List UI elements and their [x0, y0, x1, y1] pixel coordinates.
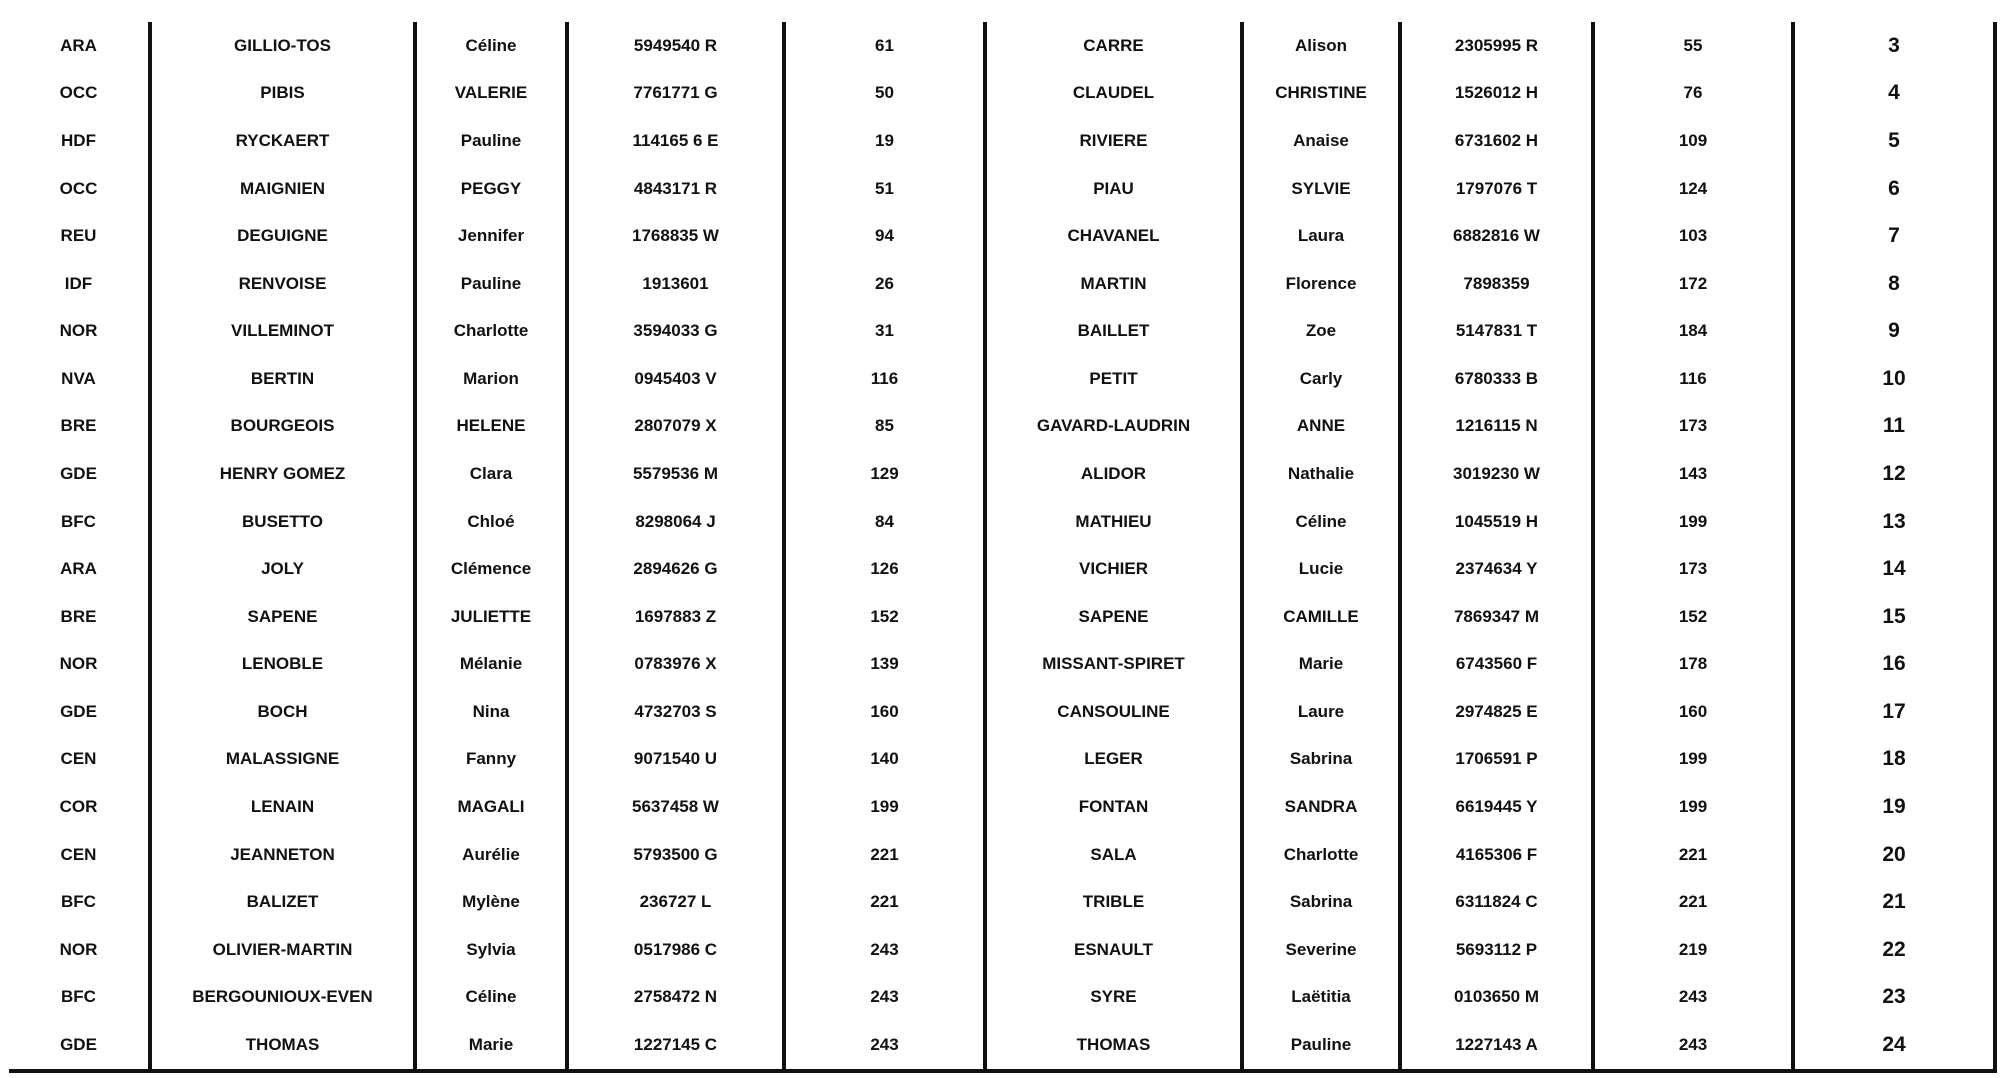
region-cell: OCC [59, 83, 98, 103]
player-b-lastname-cell: SALA [985, 831, 1242, 879]
player-b-firstname-cell: Florence [1242, 260, 1400, 308]
rank-cell: 15 [1793, 593, 1995, 641]
player-a-score-cell: 243 [784, 1021, 985, 1071]
player-a-firstname-cell: Charlotte [415, 307, 567, 355]
player-b-license-cell: 2305995 R [1400, 22, 1593, 70]
player-b-firstname-cell: Sabrina [1242, 736, 1400, 784]
results-table-body [9, 22, 1995, 1071]
player-a-score-cell: 221 [784, 878, 985, 926]
player-a-license-cell: 114165 6 E [567, 117, 784, 165]
player-b-score-cell: 55 [1593, 22, 1793, 70]
player-a-lastname-cell: OLIVIER-MARTIN [150, 926, 415, 974]
player-a-license-cell: 0945403 V [567, 355, 784, 403]
player-b-score-cell: 173 [1593, 403, 1793, 451]
player-a-lastname-cell: JEANNETON [150, 831, 415, 879]
player-b-lastname-cell: SAPENE [985, 593, 1242, 641]
player-b-lastname-cell: BAILLET [985, 307, 1242, 355]
player-b-firstname-cell: SANDRA [1242, 783, 1400, 831]
player-a-lastname-cell: BOCH [150, 688, 415, 736]
player-b-lastname-cell: LEGER [985, 736, 1242, 784]
player-b-firstname-cell: ANNE [1242, 403, 1400, 451]
player-a-lastname-cell: BALIZET [150, 878, 415, 926]
player-a-score-cell: 129 [784, 450, 985, 498]
table-row [9, 450, 1995, 498]
player-a-score-cell: 152 [784, 593, 985, 641]
player-a-firstname-cell: Marie [415, 1021, 567, 1071]
player-a-firstname-cell: Mélanie [415, 641, 567, 689]
results-sheet [9, 22, 1995, 1069]
player-b-license-cell: 5693112 P [1400, 926, 1593, 974]
player-b-lastname-cell: SYRE [985, 974, 1242, 1022]
player-a-score-cell: 51 [784, 165, 985, 213]
player-a-firstname-cell: Sylvia [415, 926, 567, 974]
player-b-firstname-cell: Laure [1242, 688, 1400, 736]
player-b-score-cell: 173 [1593, 545, 1793, 593]
player-b-firstname-cell: CAMILLE [1242, 593, 1400, 641]
rank-cell: 23 [1793, 974, 1995, 1022]
player-b-license-cell: 7898359 [1400, 260, 1593, 308]
player-b-license-cell: 7869347 M [1400, 593, 1593, 641]
player-b-license-cell: 6780333 B [1400, 355, 1593, 403]
player-b-license-cell: 6731602 H [1400, 117, 1593, 165]
player-b-score-cell: 152 [1593, 593, 1793, 641]
player-b-score-cell: 184 [1593, 307, 1793, 355]
player-a-score-cell: 160 [784, 688, 985, 736]
player-a-lastname-cell: BOURGEOIS [150, 403, 415, 451]
player-b-lastname-cell: CARRE [985, 22, 1242, 70]
player-b-license-cell: 6311824 C [1400, 878, 1593, 926]
player-b-lastname-cell: CLAUDEL [985, 70, 1242, 118]
player-a-lastname-cell: SAPENE [150, 593, 415, 641]
player-b-license-cell: 4165306 F [1400, 831, 1593, 879]
player-a-lastname-cell: HENRY GOMEZ [150, 450, 415, 498]
player-a-score-cell: 126 [784, 545, 985, 593]
player-b-firstname-cell: Zoe [1242, 307, 1400, 355]
player-b-lastname-cell: FONTAN [985, 783, 1242, 831]
player-b-license-cell: 1227143 A [1400, 1021, 1593, 1071]
rank-cell: 4 [1793, 70, 1995, 118]
rank-cell: 11 [1793, 403, 1995, 451]
rank-cell: 6 [1793, 165, 1995, 213]
player-b-lastname-cell: RIVIERE [985, 117, 1242, 165]
player-a-lastname-cell: RYCKAERT [150, 117, 415, 165]
player-a-lastname-cell: BERGOUNIOUX-EVEN [150, 974, 415, 1022]
table-row [9, 736, 1995, 784]
region-cell: BFC [61, 892, 96, 912]
player-b-score-cell: 116 [1593, 355, 1793, 403]
player-b-license-cell: 3019230 W [1400, 450, 1593, 498]
player-b-license-cell: 2974825 E [1400, 688, 1593, 736]
region-cell: HDF [61, 130, 96, 150]
player-a-score-cell: 199 [784, 783, 985, 831]
player-a-score-cell: 221 [784, 831, 985, 879]
region-cell: BFC [61, 987, 96, 1007]
player-b-firstname-cell: Charlotte [1242, 831, 1400, 879]
table-row [9, 22, 1995, 70]
player-a-license-cell: 1697883 Z [567, 593, 784, 641]
table-row [9, 307, 1995, 355]
table-row [9, 355, 1995, 403]
table-row [9, 165, 1995, 213]
player-a-lastname-cell: BERTIN [150, 355, 415, 403]
player-b-score-cell: 76 [1593, 70, 1793, 118]
region-cell: NOR [59, 321, 98, 341]
player-b-lastname-cell: VICHIER [985, 545, 1242, 593]
region-cell: CEN [60, 844, 97, 864]
region-cell: ARA [60, 559, 97, 579]
rank-cell: 7 [1793, 212, 1995, 260]
player-a-lastname-cell: GILLIO-TOS [150, 22, 415, 70]
player-b-score-cell: 160 [1593, 688, 1793, 736]
table-row [9, 70, 1995, 118]
player-a-score-cell: 94 [784, 212, 985, 260]
region-cell: CEN [60, 749, 97, 769]
rank-cell: 14 [1793, 545, 1995, 593]
player-a-license-cell: 2807079 X [567, 403, 784, 451]
player-a-license-cell: 2894626 G [567, 545, 784, 593]
player-a-license-cell: 5949540 R [567, 22, 784, 70]
player-a-firstname-cell: Clara [415, 450, 567, 498]
player-a-firstname-cell: Pauline [415, 117, 567, 165]
player-a-lastname-cell: DEGUIGNE [150, 212, 415, 260]
player-a-firstname-cell: Céline [415, 22, 567, 70]
player-a-license-cell: 0783976 X [567, 641, 784, 689]
player-a-firstname-cell: MAGALI [415, 783, 567, 831]
player-b-license-cell: 2374634 Y [1400, 545, 1593, 593]
player-b-score-cell: 199 [1593, 783, 1793, 831]
player-a-license-cell: 2758472 N [567, 974, 784, 1022]
rank-cell: 13 [1793, 498, 1995, 546]
results-table [9, 22, 1997, 1073]
table-row [9, 403, 1995, 451]
table-row [9, 498, 1995, 546]
region-cell: GDE [60, 463, 97, 483]
table-row [9, 641, 1995, 689]
region-cell: GDE [9, 1021, 150, 1071]
player-a-score-cell: 85 [784, 403, 985, 451]
player-a-firstname-cell: VALERIE [415, 70, 567, 118]
table-row [9, 260, 1995, 308]
player-b-license-cell: 1706591 P [1400, 736, 1593, 784]
player-b-firstname-cell: SYLVIE [1242, 165, 1400, 213]
player-a-score-cell: 31 [784, 307, 985, 355]
region-cell: REU [60, 226, 97, 246]
player-a-license-cell: 9071540 U [567, 736, 784, 784]
player-a-lastname-cell: RENVOISE [150, 260, 415, 308]
region-cell: GDE [60, 701, 97, 721]
player-a-firstname-cell: JULIETTE [415, 593, 567, 641]
player-a-lastname-cell: PIBIS [150, 70, 415, 118]
player-a-firstname-cell: Aurélie [415, 831, 567, 879]
player-a-score-cell: 116 [784, 355, 985, 403]
rank-cell: 12 [1793, 450, 1995, 498]
player-b-lastname-cell: MARTIN [985, 260, 1242, 308]
region-cell: COR [59, 797, 98, 817]
player-a-lastname-cell: LENAIN [150, 783, 415, 831]
player-a-firstname-cell: Céline [415, 974, 567, 1022]
player-a-lastname-cell: VILLEMINOT [150, 307, 415, 355]
player-a-lastname-cell: JOLY [150, 545, 415, 593]
table-row [9, 545, 1995, 593]
player-a-firstname-cell: PEGGY [415, 165, 567, 213]
player-b-lastname-cell: GAVARD-LAUDRIN [985, 403, 1242, 451]
player-a-lastname-cell: THOMAS [150, 1021, 415, 1071]
player-b-score-cell: 221 [1593, 831, 1793, 879]
rank-cell: 20 [1793, 831, 1995, 879]
player-b-score-cell: 243 [1593, 1021, 1793, 1071]
player-a-score-cell: 84 [784, 498, 985, 546]
player-b-score-cell: 178 [1593, 641, 1793, 689]
player-b-firstname-cell: Severine [1242, 926, 1400, 974]
player-a-license-cell: 7761771 G [567, 70, 784, 118]
player-b-firstname-cell: Pauline [1242, 1021, 1400, 1071]
player-a-firstname-cell: Fanny [415, 736, 567, 784]
player-b-score-cell: 199 [1593, 736, 1793, 784]
player-a-license-cell: 5793500 G [567, 831, 784, 879]
player-a-score-cell: 139 [784, 641, 985, 689]
player-b-license-cell: 0103650 M [1400, 974, 1593, 1022]
player-b-score-cell: 143 [1593, 450, 1793, 498]
player-b-lastname-cell: PETIT [985, 355, 1242, 403]
player-a-license-cell: 5579536 M [567, 450, 784, 498]
player-a-license-cell: 5637458 W [567, 783, 784, 831]
player-a-license-cell: 0517986 C [567, 926, 784, 974]
rank-cell: 3 [1793, 22, 1995, 70]
player-a-score-cell: 61 [784, 22, 985, 70]
region-cell: OCC [59, 178, 98, 198]
table-row [9, 688, 1995, 736]
rank-cell: 19 [1793, 783, 1995, 831]
region-cell: ARA [60, 35, 97, 55]
table-row [9, 783, 1995, 831]
player-b-license-cell: 6882816 W [1400, 212, 1593, 260]
player-a-license-cell: 8298064 J [567, 498, 784, 546]
player-a-license-cell: 236727 L [567, 878, 784, 926]
player-b-firstname-cell: Sabrina [1242, 878, 1400, 926]
player-b-license-cell: 1797076 T [1400, 165, 1593, 213]
player-b-firstname-cell: CHRISTINE [1242, 70, 1400, 118]
player-b-lastname-cell: THOMAS [985, 1021, 1242, 1071]
table-row [9, 878, 1995, 926]
region-cell: BFC [61, 511, 96, 531]
player-b-lastname-cell: CHAVANEL [985, 212, 1242, 260]
rank-cell: 8 [1793, 260, 1995, 308]
table-row [9, 212, 1995, 260]
player-a-firstname-cell: Nina [415, 688, 567, 736]
player-a-lastname-cell: MAIGNIEN [150, 165, 415, 213]
player-b-license-cell: 5147831 T [1400, 307, 1593, 355]
table-row [9, 117, 1995, 165]
rank-cell: 5 [1793, 117, 1995, 165]
player-b-firstname-cell: Anaise [1242, 117, 1400, 165]
player-b-lastname-cell: ALIDOR [985, 450, 1242, 498]
player-b-score-cell: 124 [1593, 165, 1793, 213]
rank-cell: 16 [1793, 641, 1995, 689]
player-b-firstname-cell: Lucie [1242, 545, 1400, 593]
player-a-lastname-cell: LENOBLE [150, 641, 415, 689]
player-b-score-cell: 109 [1593, 117, 1793, 165]
region-cell: IDF [64, 273, 93, 293]
player-b-lastname-cell: MISSANT-SPIRET [985, 641, 1242, 689]
player-a-lastname-cell: BUSETTO [150, 498, 415, 546]
player-a-license-cell: 3594033 G [567, 307, 784, 355]
player-b-lastname-cell: ESNAULT [985, 926, 1242, 974]
player-a-firstname-cell: HELENE [415, 403, 567, 451]
player-b-lastname-cell: CANSOULINE [985, 688, 1242, 736]
region-cell: NOR [59, 939, 98, 959]
rank-cell: 24 [1793, 1021, 1995, 1071]
player-b-license-cell: 1045519 H [1400, 498, 1593, 546]
player-a-firstname-cell: Jennifer [415, 212, 567, 260]
player-b-firstname-cell: Céline [1242, 498, 1400, 546]
rank-cell: 22 [1793, 926, 1995, 974]
player-a-lastname-cell: MALASSIGNE [150, 736, 415, 784]
player-a-firstname-cell: Clémence [415, 545, 567, 593]
player-a-license-cell: 1768835 W [567, 212, 784, 260]
table-row [9, 831, 1995, 879]
player-b-firstname-cell: Marie [1242, 641, 1400, 689]
player-a-license-cell: 4843171 R [567, 165, 784, 213]
player-b-firstname-cell: Carly [1242, 355, 1400, 403]
player-b-firstname-cell: Nathalie [1242, 450, 1400, 498]
player-b-score-cell: 221 [1593, 878, 1793, 926]
rank-cell: 21 [1793, 878, 1995, 926]
player-a-score-cell: 19 [784, 117, 985, 165]
player-b-firstname-cell: Alison [1242, 22, 1400, 70]
player-b-score-cell: 103 [1593, 212, 1793, 260]
player-b-score-cell: 243 [1593, 974, 1793, 1022]
rank-cell: 9 [1793, 307, 1995, 355]
player-a-firstname-cell: Mylène [415, 878, 567, 926]
rank-cell: 17 [1793, 688, 1995, 736]
player-b-firstname-cell: Laëtitia [1242, 974, 1400, 1022]
player-b-firstname-cell: Laura [1242, 212, 1400, 260]
player-b-score-cell: 219 [1593, 926, 1793, 974]
player-a-score-cell: 26 [784, 260, 985, 308]
player-a-firstname-cell: Marion [415, 355, 567, 403]
player-a-license-cell: 1913601 [567, 260, 784, 308]
player-b-lastname-cell: TRIBLE [985, 878, 1242, 926]
region-cell: NVA [61, 368, 96, 388]
player-a-firstname-cell: Chloé [415, 498, 567, 546]
player-a-score-cell: 50 [784, 70, 985, 118]
table-row [9, 1021, 1995, 1071]
player-a-firstname-cell: Pauline [415, 260, 567, 308]
player-b-lastname-cell: PIAU [985, 165, 1242, 213]
region-cell: NOR [59, 654, 98, 674]
table-row [9, 974, 1995, 1022]
table-row [9, 593, 1995, 641]
player-b-score-cell: 172 [1593, 260, 1793, 308]
player-a-score-cell: 140 [784, 736, 985, 784]
rank-cell: 18 [1793, 736, 1995, 784]
player-b-license-cell: 1526012 H [1400, 70, 1593, 118]
region-cell: BRE [60, 606, 97, 626]
player-a-score-cell: 243 [784, 974, 985, 1022]
region-cell: BRE [60, 416, 97, 436]
player-b-lastname-cell: MATHIEU [985, 498, 1242, 546]
table-row [9, 926, 1995, 974]
player-a-score-cell: 243 [784, 926, 985, 974]
player-b-license-cell: 1216115 N [1400, 403, 1593, 451]
player-a-license-cell: 1227145 C [567, 1021, 784, 1071]
player-b-license-cell: 6743560 F [1400, 641, 1593, 689]
player-a-license-cell: 4732703 S [567, 688, 784, 736]
player-b-license-cell: 6619445 Y [1400, 783, 1593, 831]
rank-cell: 10 [1793, 355, 1995, 403]
player-b-score-cell: 199 [1593, 498, 1793, 546]
